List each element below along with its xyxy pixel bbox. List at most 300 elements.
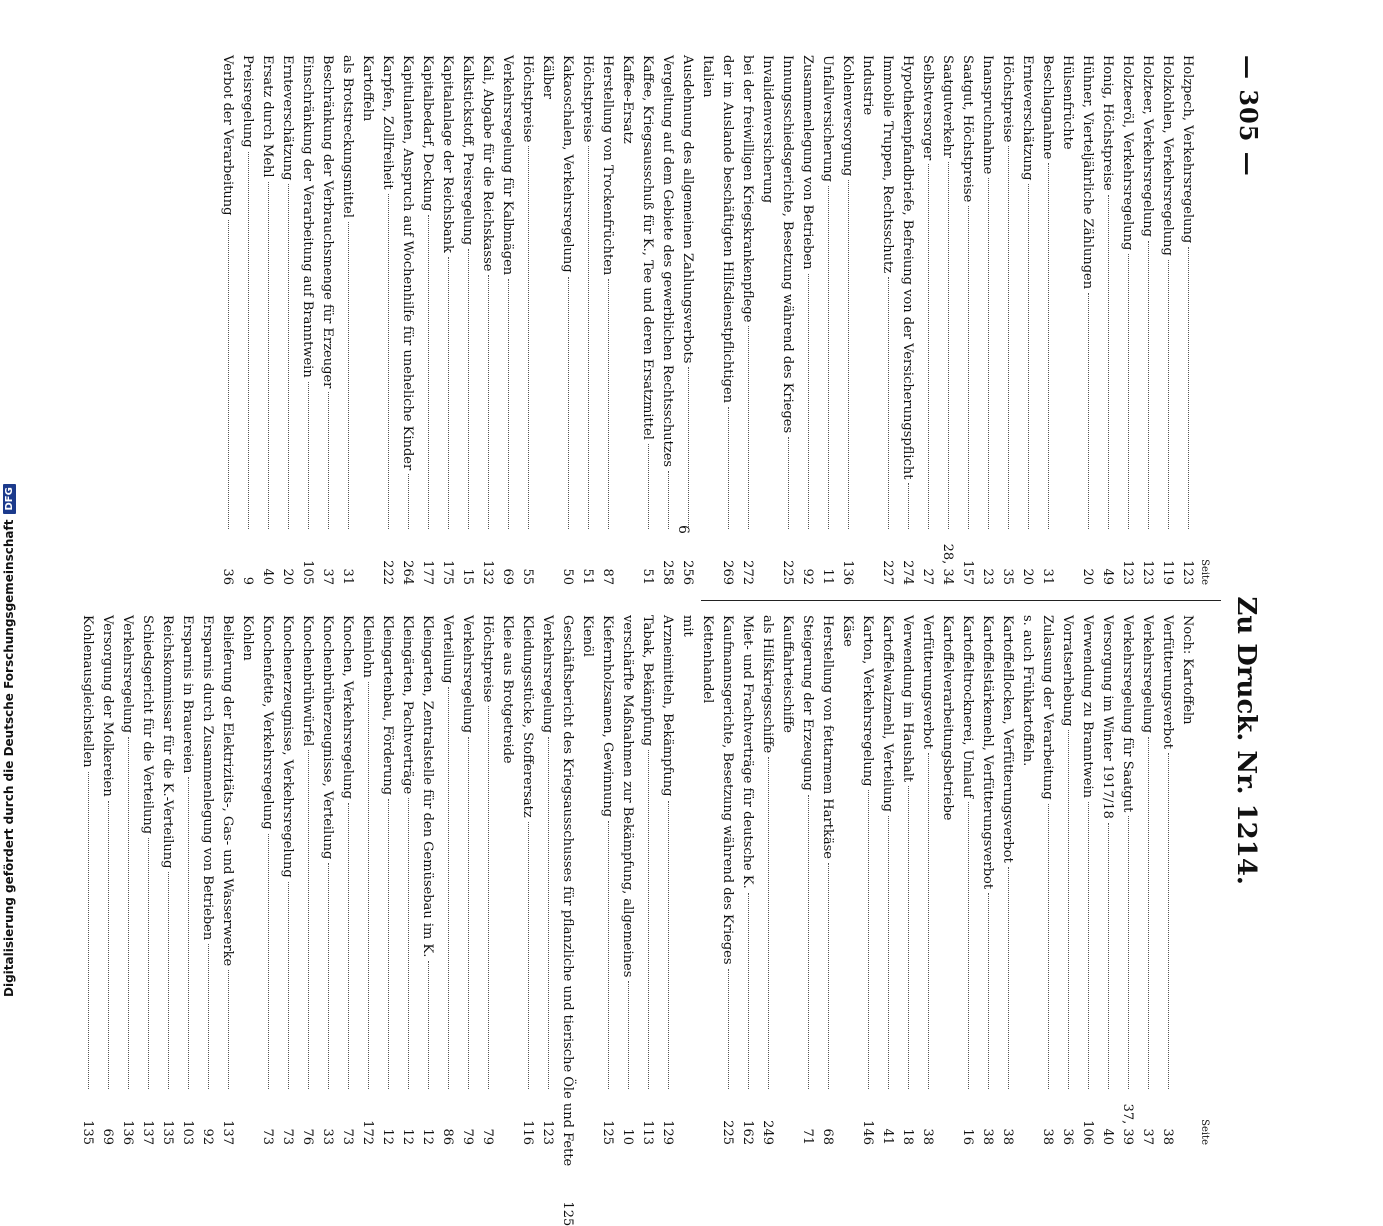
entry-page: 225 <box>720 1120 735 1145</box>
entry-page: 69 <box>100 1128 115 1145</box>
leader-dots <box>608 821 609 1089</box>
entry-page: 41 <box>880 1128 895 1145</box>
entry-label: Kartoffeln <box>360 55 375 122</box>
entry-label: Zulassung der Verarbeitung <box>1040 615 1055 800</box>
leader-dots <box>768 757 769 1089</box>
leader-dots <box>268 834 269 1089</box>
entry-page: 79 <box>480 1128 495 1145</box>
index-entry <box>1137 615 1157 1145</box>
leader-dots <box>988 893 989 1089</box>
entry-label: Kapitalbedarf, Deckung <box>420 55 435 212</box>
entry-label: Kohlenausgleichstellen <box>80 615 95 768</box>
entry-page: 123 <box>1140 560 1155 585</box>
column-divider <box>701 600 1221 601</box>
leader-dots <box>248 152 249 529</box>
entry-label: Karton, Verkehrsregelung <box>860 615 875 787</box>
leader-dots <box>728 969 729 1089</box>
index-entry <box>1117 55 1137 585</box>
index-entry <box>877 55 897 585</box>
leader-dots <box>348 803 349 1089</box>
entry-label: Verwendung zu Branntwein <box>1080 615 1095 799</box>
leader-dots <box>1128 816 1129 1089</box>
entry-label: Kalkstickstoff, Preisregelung <box>460 55 475 246</box>
leader-dots <box>728 407 729 529</box>
index-entry <box>777 55 797 585</box>
leader-dots <box>1148 737 1149 1089</box>
entry-label: Beschränkung der Verbrauchsmenge für Erzeuger <box>320 55 335 389</box>
leader-dots <box>1168 260 1169 529</box>
entry-page: 50 <box>560 568 575 585</box>
entry-label: Ersatz durch Mehl <box>260 55 275 178</box>
seite-label: Seite <box>1199 559 1210 585</box>
index-entry <box>357 55 377 585</box>
leader-dots <box>528 822 529 1089</box>
leader-dots <box>1048 804 1049 1089</box>
entry-label: Schiedsgericht für die Verteilung <box>140 615 155 835</box>
index-entry <box>477 55 497 585</box>
index-entry <box>497 55 517 585</box>
index-entry <box>217 55 237 585</box>
index-entry <box>757 615 777 1145</box>
entry-label: Knochenerzeugnisse, Verkehrsregelung <box>280 615 295 878</box>
entry-page: 264 <box>400 560 415 585</box>
leader-dots <box>988 178 989 529</box>
leader-dots <box>868 790 869 1089</box>
leader-dots <box>448 257 449 529</box>
leader-dots <box>408 474 409 529</box>
leader-dots <box>548 737 549 1089</box>
entry-label: Arzneimitteln, Bekämpfung <box>660 615 675 797</box>
entry-label: mit <box>680 615 695 637</box>
index-entry <box>237 615 257 1145</box>
entry-label: Italien <box>700 55 715 98</box>
entry-page: 136 <box>120 1120 135 1145</box>
leader-dots <box>88 772 89 1089</box>
entry-page: 137 <box>140 1120 155 1145</box>
entry-label: Verkehrsregelung <box>1140 615 1155 734</box>
entry-label: Höchstpreise <box>480 615 495 703</box>
entry-label: Versorgung der Molkereien <box>100 615 115 797</box>
entry-label: Beschlagnahme <box>1040 55 1055 160</box>
leader-dots <box>468 249 469 529</box>
entry-label: Hühner, Vierteljährliche Zählungen <box>1080 55 1095 290</box>
entry-label: Kettenhandel <box>700 615 715 704</box>
entry-label: Kleingärten, Pachtverträge <box>400 615 415 795</box>
index-entry <box>757 55 777 585</box>
leader-dots <box>128 737 129 1089</box>
index-entry <box>377 615 397 1145</box>
entry-page: 36 <box>220 568 235 585</box>
index-entry <box>337 615 357 1145</box>
leader-dots <box>388 799 389 1089</box>
index-entry <box>577 55 597 585</box>
leader-dots <box>288 184 289 529</box>
entry-page: 132 <box>480 560 495 585</box>
index-entry <box>697 615 717 1145</box>
index-entry <box>337 55 357 585</box>
entry-label: Ersparnis durch Zusammenlegung von Betrieben <box>200 615 215 941</box>
entry-page: 15 <box>460 568 475 585</box>
index-entry <box>137 615 157 1145</box>
entry-label: Verwendung im Haushalt <box>900 615 915 783</box>
entry-page: 86 <box>440 1128 455 1145</box>
entry-page: 113 <box>640 1120 655 1145</box>
entry-page: 136 <box>840 560 855 585</box>
entry-page: 73 <box>280 1128 295 1145</box>
entry-page: 12 <box>420 1128 435 1145</box>
entry-label: Kleingartenbau, Förderung <box>380 615 395 796</box>
leader-dots <box>1048 163 1049 529</box>
entry-page: 92 <box>200 1128 215 1145</box>
leader-dots <box>1088 293 1089 529</box>
entry-page: 162 <box>740 1120 755 1145</box>
entry-page: 123 <box>1180 560 1195 585</box>
leader-dots <box>308 382 309 529</box>
entry-label: verschärfte Maßnahmen zur Bekämpfung, allgemeines <box>620 615 635 978</box>
entry-label: Ersparnis in Brauereien <box>180 615 195 774</box>
entry-page: 225 <box>780 560 795 585</box>
entry-label: Kartoffelstärkemehl, Verfütterungsverbot <box>980 615 995 890</box>
entry-page: 38 <box>920 1128 935 1145</box>
leader-dots <box>748 326 749 529</box>
index-entry <box>1057 615 1077 1145</box>
entry-label: Höchstpreise <box>520 55 535 143</box>
leader-dots <box>308 750 309 1089</box>
entry-page: 36 <box>1060 1128 1075 1145</box>
entry-label: Hypothekenpfandbriefe, Befreiung von der Versicherungspflicht <box>900 55 915 480</box>
leader-dots <box>808 795 809 1089</box>
entry-page: 123 <box>1120 560 1135 585</box>
leader-dots <box>268 182 269 529</box>
entry-page: 38 <box>980 1128 995 1145</box>
entry-page: 51 <box>580 568 595 585</box>
leader-dots <box>928 164 929 529</box>
entry-label: Ernteverschätzung <box>280 55 295 181</box>
leader-dots <box>788 437 789 529</box>
entry-page: 27 <box>920 568 935 585</box>
index-entry <box>497 615 517 1145</box>
entry-label: Kienöl <box>580 615 595 657</box>
leader-dots <box>328 392 329 529</box>
index-entry <box>277 55 297 585</box>
entry-page: 40 <box>260 568 275 585</box>
entry-label: Verkehrsregelung <box>540 615 555 734</box>
watermark-text: Digitalisierung gefördert durch die Deutsche Forschungsgemeinschaft <box>2 519 16 997</box>
leader-dots <box>1128 254 1129 529</box>
entry-label: bei der freiwilligen Kriegskrankenpflege <box>740 55 755 323</box>
leader-dots <box>448 687 449 1089</box>
seite-label: Seite <box>1199 1119 1210 1145</box>
entry-label: Holzpech, Verkehrsregelung <box>1180 55 1195 244</box>
index-entry <box>297 615 317 1145</box>
index-entry <box>577 615 597 1145</box>
leader-dots <box>668 801 669 1090</box>
leader-dots <box>568 277 569 529</box>
entry-page: 38 <box>1000 1128 1015 1145</box>
entry-label: Inanspruchnahme <box>980 55 995 175</box>
entry-label: Verfütterungsverbot <box>1160 615 1175 750</box>
index-entry <box>997 615 1017 1145</box>
index-entry <box>237 55 257 585</box>
entry-page: 49 <box>1100 568 1115 585</box>
entry-label: Steigerung der Erzeugung <box>800 615 815 791</box>
index-entry <box>917 615 937 1145</box>
entry-page: 9 <box>240 576 255 585</box>
leader-dots <box>1008 146 1009 529</box>
index-column-left <box>217 55 1211 585</box>
entry-page: 20 <box>280 568 295 585</box>
index-entry <box>957 615 977 1145</box>
entry-label: Kakaoschalen, Verkehrsregelung <box>560 55 575 273</box>
leader-dots <box>288 882 289 1089</box>
leader-dots <box>1108 823 1109 1089</box>
index-entry <box>197 615 217 1145</box>
index-entry <box>537 615 557 1145</box>
entry-label: Knochen, Verkehrsregelung <box>340 615 355 799</box>
leader-dots <box>328 863 329 1089</box>
index-entry <box>637 615 657 1145</box>
entry-label: Kleie aus Brotgetreide <box>500 615 515 764</box>
leader-dots <box>428 215 429 529</box>
entry-page: 87 <box>600 568 615 585</box>
entry-label: Knochenbrühwürfel <box>300 615 315 747</box>
leader-dots <box>528 146 529 529</box>
index-entry <box>697 55 717 585</box>
entry-label: Kartoffelverarbeitungsbetriebe <box>940 615 955 821</box>
entry-page: 20 <box>1080 568 1095 585</box>
index-entry <box>817 55 837 585</box>
index-entry <box>1077 55 1097 585</box>
index-entry <box>177 615 197 1145</box>
entry-label: Kartoffelflocken, Verfütterungsverbot <box>1000 615 1015 863</box>
entry-page: 227 <box>880 560 895 585</box>
leader-dots <box>168 872 169 1089</box>
entry-label: Saatgut, Höchstpreise <box>960 55 975 203</box>
entry-page: 38 <box>1040 1128 1055 1145</box>
index-entry <box>257 55 277 585</box>
leader-dots <box>688 367 689 529</box>
leader-dots <box>888 816 889 1089</box>
entry-page: 31 <box>340 568 355 585</box>
index-entry <box>377 55 397 585</box>
entry-page: 258 <box>660 560 675 585</box>
index-entry <box>1177 55 1197 585</box>
entry-page: 272 <box>740 560 755 585</box>
leader-dots <box>628 981 629 1089</box>
leader-dots <box>228 220 229 529</box>
index-column-right <box>77 615 1211 1226</box>
leader-dots <box>1088 802 1089 1089</box>
leader-dots <box>508 279 509 529</box>
entry-label: Kleinlohn <box>360 615 375 678</box>
entry-label: Honig, Höchstpreise <box>1100 55 1115 191</box>
entry-label: Verteilung <box>440 615 455 684</box>
index-entry <box>1157 615 1177 1145</box>
entry-label: Höchstpreise <box>580 55 595 143</box>
leader-dots <box>488 706 489 1089</box>
entry-label: Miet- und Frachtverträge für deutsche K. <box>740 615 755 889</box>
leader-dots <box>348 222 349 529</box>
index-entry <box>1097 615 1117 1145</box>
entry-page: 10 <box>620 1128 635 1145</box>
entry-label: Belieferung der Elektrizitäts-, Gas- und Wasserwerke <box>220 615 235 967</box>
leader-dots <box>148 838 149 1089</box>
entry-page: 157 <box>960 560 975 585</box>
entry-label: Kaffee, Kriegsausschuß für K., Tee und deren Ersatzmittel <box>640 55 655 440</box>
entry-page: 129 <box>660 1120 675 1145</box>
entry-page: 28, 34 <box>940 543 955 585</box>
leader-dots <box>808 274 809 529</box>
entry-label: Knochenfette, Verkehrsregelung <box>260 615 275 830</box>
leader-dots <box>928 753 929 1089</box>
entry-page: 135 <box>80 1120 95 1145</box>
index-entry <box>597 55 617 585</box>
index-entry <box>97 615 117 1145</box>
leader-dots <box>888 277 889 529</box>
entry-label: Versorgung im Winter 1917/18 <box>1100 615 1115 819</box>
leader-dots <box>748 893 749 1089</box>
entry-page: 222 <box>380 560 395 585</box>
entry-label: Karpfen, Zollfreiheit <box>380 55 395 190</box>
index-entry <box>457 615 477 1145</box>
leader-dots <box>1008 867 1009 1089</box>
leader-dots <box>588 146 589 529</box>
entry-page: 69 <box>500 568 515 585</box>
leader-dots <box>228 970 229 1089</box>
leader-dots <box>828 186 829 529</box>
index-entry <box>837 55 857 585</box>
index-entry <box>1077 615 1097 1145</box>
index-entry <box>557 615 577 1226</box>
index-entry <box>597 615 617 1145</box>
entry-label: Herstellung von fettarmem Hartkäse <box>820 615 835 859</box>
entry-page: 172 <box>360 1120 375 1145</box>
entry-page: 274 <box>900 560 915 585</box>
index-entry <box>157 615 177 1145</box>
page-number: — 305 — <box>1234 55 1263 177</box>
entry-label: Verkehrsregelung <box>460 615 475 734</box>
entry-page: 73 <box>340 1128 355 1145</box>
index-entry <box>1017 55 1037 585</box>
entry-page: 76 <box>300 1128 315 1145</box>
entry-label: Saatgutverkehr <box>940 55 955 158</box>
index-entry <box>737 55 757 585</box>
index-entry <box>397 615 417 1145</box>
index-entry <box>357 615 377 1145</box>
index-entry <box>1057 55 1077 585</box>
dfg-logo-icon: DFG <box>3 484 16 513</box>
entry-label: Einschränkung der Verarbeitung auf Branntwein <box>300 55 315 378</box>
leader-dots <box>368 682 369 1089</box>
entry-label: Kleidungsstücke, Stofferersatz <box>520 615 535 818</box>
entry-label: Verfütterungsverbot <box>920 615 935 750</box>
index-entry <box>957 55 977 585</box>
entry-page: 40 <box>1100 1128 1115 1145</box>
entry-page: 37 <box>1140 1128 1155 1145</box>
entry-label: Vorratserhebung <box>1060 615 1075 727</box>
index-entry <box>877 615 897 1145</box>
leader-dots <box>1188 247 1189 529</box>
entry-label: Käse <box>840 615 855 647</box>
leader-dots <box>188 777 189 1089</box>
index-entry <box>1157 55 1177 585</box>
index-entry <box>517 55 537 585</box>
entry-page: 269 <box>720 560 735 585</box>
rotated-page <box>80 55 1281 1226</box>
leader-dots <box>1108 195 1109 529</box>
entry-label: als Hilfskriegsschiffe <box>760 615 775 754</box>
entry-label: Kartoffeltrocknerei, Umlauf <box>960 615 975 799</box>
leader-dots <box>108 801 109 1089</box>
index-entry <box>637 55 657 585</box>
index-entry <box>437 55 457 585</box>
entry-page: 103 <box>180 1120 195 1145</box>
leader-dots <box>848 180 849 529</box>
entry-label: als Brotstreckungsmittel <box>340 55 355 219</box>
leader-dots <box>648 444 649 529</box>
entry-page: 51 <box>640 568 655 585</box>
leader-dots <box>388 194 389 529</box>
entry-label: Kaufmannsgerichte, Besetzung während des Krieges <box>720 615 735 965</box>
index-entry <box>1017 615 1037 1145</box>
index-entry <box>517 615 537 1145</box>
entry-page: 38 <box>1160 1128 1175 1145</box>
entry-page: 256 <box>680 560 695 585</box>
entry-page: 12 <box>400 1128 415 1145</box>
entry-label: Holzkohlen, Verkehrsregelung <box>1160 55 1175 256</box>
entry-page: 177 <box>420 560 435 585</box>
entry-page: 119 <box>1160 560 1175 585</box>
entry-page: 123 <box>540 1120 555 1145</box>
index-entry <box>317 615 337 1145</box>
index-entry <box>677 615 697 1145</box>
entry-label: Reichskommissar für die K.-Verteilung <box>160 615 175 869</box>
index-entry <box>657 615 677 1145</box>
index-entry <box>717 55 737 585</box>
entry-label: Kaffee-Ersatz <box>620 55 635 144</box>
index-entry <box>737 615 757 1145</box>
entry-label: Selbstversorger <box>920 55 935 161</box>
footer-number: 6 <box>675 525 691 534</box>
entry-label: Innungsschiedsgerichte, Besetzung während des Krieges <box>780 55 795 434</box>
index-entry <box>417 615 437 1145</box>
entry-label: Noch: Kartoffeln <box>1180 615 1195 725</box>
entry-page: 125 <box>600 1120 615 1145</box>
entry-page: 35 <box>1000 568 1015 585</box>
index-entry <box>537 55 557 585</box>
entry-label: Kiefernholzsamen, Gewinnung <box>600 615 615 818</box>
leader-dots <box>428 961 429 1089</box>
entry-page: 31 <box>1040 568 1055 585</box>
index-entry <box>797 615 817 1145</box>
entry-page: 11 <box>820 568 835 585</box>
index-entry <box>657 55 677 585</box>
entry-page: 16 <box>960 1128 975 1145</box>
entry-label: Kohlen <box>240 615 255 661</box>
entry-page: 249 <box>760 1120 775 1145</box>
entry-page: 68 <box>820 1128 835 1145</box>
leader-dots <box>968 802 969 1089</box>
index-entry <box>897 615 917 1145</box>
entry-label: Holzteer, Verkehrsregelung <box>1140 55 1155 237</box>
leader-dots <box>1148 241 1149 529</box>
index-entry <box>1097 55 1117 585</box>
index-entry <box>937 615 957 1145</box>
entry-label: Kartoffelwalzmehl, Verteilung <box>880 615 895 812</box>
index-entry <box>917 55 937 585</box>
leader-dots <box>968 206 969 529</box>
index-entry <box>417 55 437 585</box>
